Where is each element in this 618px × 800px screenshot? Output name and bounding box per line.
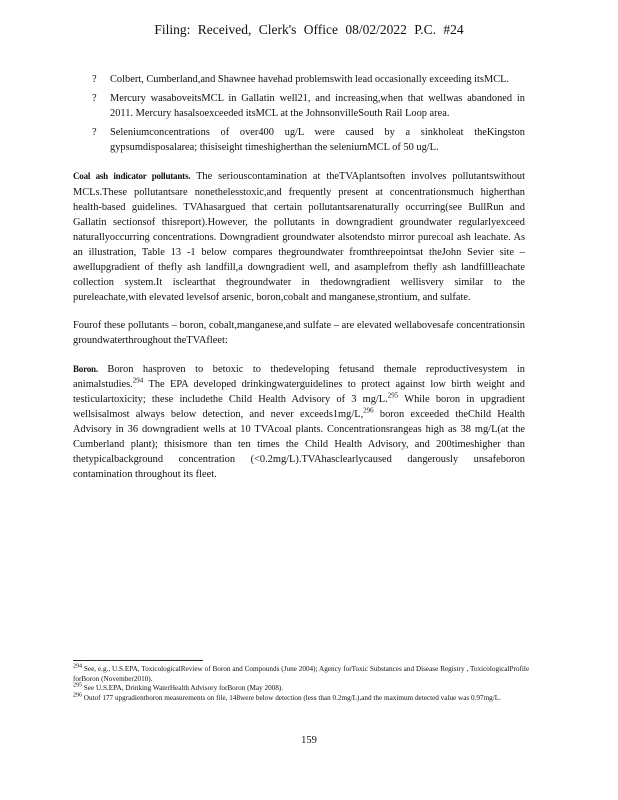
list-item <box>73 91 525 121</box>
paragraph-text: The seriouscontamination at theTVAplantsoften involves pollutantswithout MCLs.These pollutantsare nonethelesstoxic,and frequently present at concentrationsmuch higherthan health-based guidelines. TVAhasargued that certain pollutantsarenaturally occurring(see BullRun and Gallatin sectionsof thisreport).However, the pollutants in downgradient groundwater regularlyexceed naturallyoccurring concentrations. Downgradient groundwater alsotendsto mirror purecoal ash leachate. As an illustration, Table 13 -1 below compares thegroundwater fromthreepointsat theJohn Sevier site – awellupgradient of thefly ash landfill,a downgradient well, and asamplefrom thefly ash landfillleachate collection system.It isclearthat thegroundwater in thedowngradient wellisvery similar to the pureleachate,with elevated levelsof arsenic, boron,cobalt and manganese,strontium, and sulfate. <box>73 171 526 304</box>
body-content <box>73 72 525 495</box>
footnote <box>73 665 529 684</box>
paragraph-four-pollutants <box>73 318 525 348</box>
paragraph-text: boron exceeded theChild Health Advisory in 36 downgradient wells at 10 TVAcoal plants. Concentrationsrangeas high as 38 mg/L(at the Cumberland plant); thisismore than ten times the Child Health Advisory, and 200timeshigher than thetypicalbackground concentration (<0.2mg/L).TVAhasclearlycaused dangerously unsafeboron contamination throughout its fleet. <box>73 408 525 481</box>
bullet-text: Colbert, Cumberland,and Shawnee havehad problemswith lead occasionally exceeding itsMCL. <box>110 74 510 85</box>
paragraph-text: The EPA developed drinkingwaterguidelines to protect against low birth weight and testiculartoxicity; these includethe Child Health Advisory of 3 mg/L. <box>73 378 526 405</box>
paragraph-boron <box>73 362 525 483</box>
footnote-text: Outof 177 upgradientboron measurements on file, 148were below detection (less than 0.2mg/L),and the maximum detected value was 0.97mg/L. <box>83 693 501 702</box>
bullet-marker: ? <box>92 127 97 139</box>
footnote <box>73 694 529 704</box>
list-item <box>73 72 525 87</box>
footnote-text: See, e.g., U.S.EPA, ToxicologicalReview of Boron and Compounds (June 2004); Agency forToxic Substances and Disease Registry , ToxicologicalProfile forBoron (November2010). <box>73 665 530 683</box>
footnote-ref[interactable]: 296 <box>363 406 374 415</box>
footnote-ref[interactable]: 295 <box>387 391 399 400</box>
footnote-number: 296 <box>73 692 82 699</box>
list-item <box>73 125 525 155</box>
footnote-divider <box>73 660 203 661</box>
paragraph-lead-heading: Boron. <box>73 363 98 374</box>
page-number: 159 <box>301 735 317 746</box>
paragraph-text: Boron hasproven to betoxic to thedeveloping fetusand themale reproductivesystem in animalstudies. <box>73 363 525 390</box>
paragraph-text: Fourof these pollutants – boron, cobalt,manganese,and sulfate – are elevated wellabovesafe concentrationsin groundwaterthroughout theTVAfleet: <box>73 320 525 347</box>
bullet-marker: ? <box>92 93 97 105</box>
paragraph-coal-ash-indicators <box>73 169 525 305</box>
footnotes-section <box>73 660 529 703</box>
footnote-text: See U.S.EPA, Drinking WaterHealth Advisory forBoron (May 2008). <box>83 684 284 693</box>
footnote <box>73 684 529 694</box>
filing-header: Filing: Received, Clerk's Office 08/02/2022 P.C. #24 <box>154 22 464 37</box>
paragraph-text: While boron in upgradient wellsisalmost always below detection, and never exceeds1mg/L, <box>73 393 525 420</box>
bullet-text: Seleniumconcentrations of over400 ug/L were caused by a sinkholeat theKingston gypsumdisposalarea; thisiseight timeshigherthan the seleniumMCL of 50 ug/L. <box>110 127 525 154</box>
footnote-number: 295 <box>73 682 82 689</box>
paragraph-lead-heading: Coal ash indicator pollutants. <box>73 171 191 182</box>
bullet-marker: ? <box>92 74 97 85</box>
footnote-ref[interactable]: 294 <box>132 376 144 385</box>
bullet-text: Mercury wasaboveitsMCL in Gallatin well21, and increasing,when that wellwas abandoned in 2011. Mercury hasalsoexceeded itsMCL at the JohnsonvilleSouth Rail Loop area. <box>110 93 525 120</box>
bullet-list <box>73 72 525 155</box>
footnote-number: 294 <box>73 663 82 670</box>
